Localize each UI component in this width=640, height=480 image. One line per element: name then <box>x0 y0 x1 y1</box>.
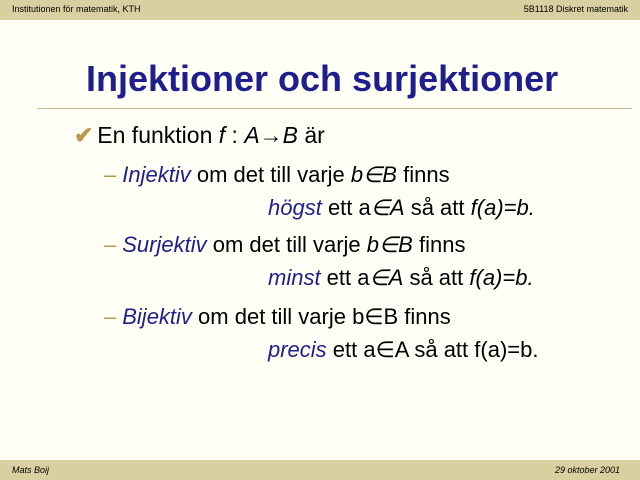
checkmark-icon: ✔ <box>74 122 94 148</box>
bullet-A: A <box>244 122 260 148</box>
qualifier-hogst: högst <box>268 195 322 220</box>
bullet-B: B <box>282 122 298 148</box>
header-institution: Institutionen för matematik, KTH <box>12 4 141 14</box>
bullet-colon: : <box>225 122 245 148</box>
bijektiv-text-2: ett a∈A så att f(a)=b. <box>326 337 539 362</box>
surjektiv-math-1: b∈B <box>366 232 413 257</box>
dash-icon: – <box>104 162 117 187</box>
injektiv-text-2: ett a <box>321 195 371 220</box>
qualifier-minst: minst <box>268 265 321 290</box>
bijektiv-text-1: om det till varje b∈B finns <box>191 304 451 329</box>
injektiv-text-1: om det till varje <box>190 162 351 187</box>
term-bijektiv: Bijektiv <box>122 304 192 329</box>
surjektiv-end-1: finns <box>412 232 466 257</box>
bullet-suffix: är <box>298 122 325 148</box>
surjektiv-end-2-prefix: så att <box>403 265 470 290</box>
surjektiv-text-1: om det till varje <box>206 232 367 257</box>
injektiv-math-1: b∈B <box>350 162 397 187</box>
header-course: 5B1118 Diskret matematik <box>523 4 628 14</box>
header-bar <box>0 0 640 20</box>
dash-icon: – <box>104 232 117 257</box>
injektiv-line-1 <box>104 162 450 188</box>
injektiv-math-2: ∈A <box>370 195 405 220</box>
dash-icon: – <box>104 304 117 329</box>
bijektiv-line-2 <box>268 337 538 363</box>
bullet-f: f <box>218 122 226 148</box>
surjektiv-math-2: ∈A <box>369 265 404 290</box>
qualifier-precis: precis <box>268 337 327 362</box>
surjektiv-text-2: ett a <box>320 265 370 290</box>
main-bullet <box>74 122 325 149</box>
footer-bar <box>0 460 640 480</box>
injektiv-end-2-prefix: så att <box>404 195 471 220</box>
surjektiv-line-2 <box>268 265 534 291</box>
bijektiv-line-1 <box>104 304 451 330</box>
footer-date: 29 oktober 2001 <box>554 465 620 475</box>
surjektiv-end-2-math: f(a)=b. <box>469 265 534 290</box>
footer-author: Mats Boij <box>12 465 50 475</box>
injektiv-end-1: finns <box>396 162 450 187</box>
term-injektiv: Injektiv <box>122 162 191 187</box>
injektiv-line-2 <box>268 195 535 221</box>
injektiv-end-2-math: f(a)=b. <box>470 195 535 220</box>
term-surjektiv: Surjektiv <box>122 232 207 257</box>
slide-title: Injektioner och surjektioner <box>86 58 559 99</box>
surjektiv-line-1 <box>104 232 465 258</box>
title-divider <box>38 108 632 109</box>
bullet-arrow: → <box>259 122 283 148</box>
bullet-prefix: En funktion <box>97 122 219 148</box>
